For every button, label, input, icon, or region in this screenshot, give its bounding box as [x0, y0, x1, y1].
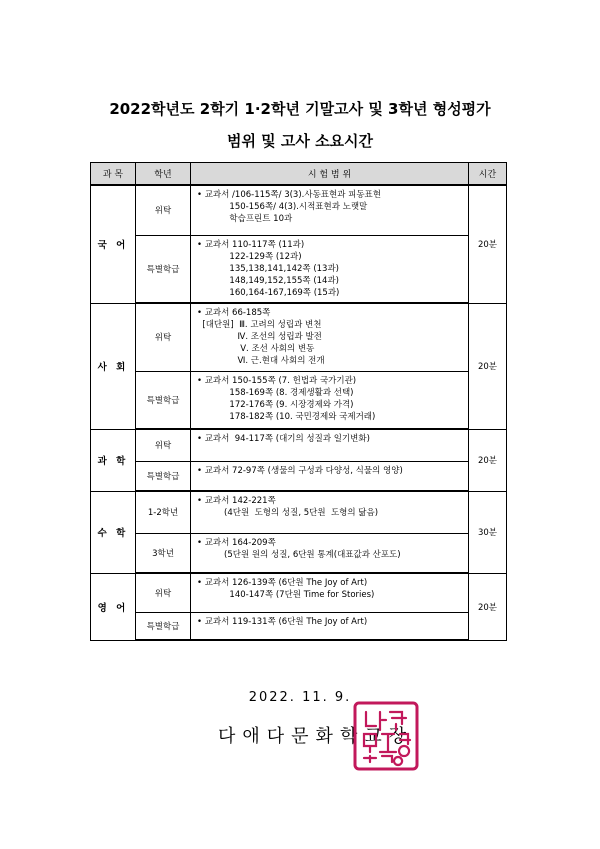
- header-range: 시 험 범 위: [191, 163, 469, 186]
- range-line: 158-169쪽 (8. 경제생활과 선택): [197, 387, 354, 398]
- table-row: [91, 185, 507, 235]
- time-cell: 20분: [469, 185, 507, 303]
- range-line: • 교과서 142-221쪽: [197, 496, 276, 506]
- range-cell: [191, 491, 469, 533]
- header-grade: 학년: [136, 163, 191, 186]
- range-line: • 교과서 /106-115쪽/ 3(3).사동표현과 피동표현: [197, 190, 381, 200]
- grade-cell: 특별학급: [136, 461, 191, 491]
- range-line: Ⅴ. 조선 사회의 변동: [197, 344, 315, 354]
- range-line: 140-147쪽 (7단원 Time for Stories): [197, 590, 375, 600]
- range-cell: [191, 371, 469, 429]
- grade-cell: 위탁: [136, 573, 191, 612]
- school-seal: [352, 700, 420, 772]
- range-line: • 교과서 94-117쪽 (대기의 성질과 일기변화): [197, 434, 370, 444]
- subject-cell: 수 학: [91, 491, 136, 573]
- range-line: 122-129쪽 (12과): [197, 251, 302, 262]
- range-line: • 교과서 110-117쪽 (11과): [197, 239, 305, 250]
- table-row: [91, 612, 507, 640]
- range-line: 172-176쪽 (9. 시장경제와 가격): [197, 399, 354, 410]
- range-line: (4단원 도형의 성질, 5단원 도형의 닮음): [197, 508, 379, 518]
- range-line: • 교과서 72-97쪽 (생물의 구성과 다양성, 식물의 영양): [197, 465, 403, 476]
- range-line: [대단원] Ⅲ. 고려의 성립과 변천: [197, 320, 322, 330]
- range-cell: [191, 612, 469, 640]
- subject-cell: 영 어: [91, 573, 136, 640]
- table-row: [91, 429, 507, 461]
- table-row: [91, 491, 507, 533]
- grade-cell: 위탁: [136, 429, 191, 461]
- grade-cell: 3학년: [136, 533, 191, 573]
- range-line: Ⅳ. 조선의 성립과 발전: [197, 332, 322, 342]
- range-cell: [191, 185, 469, 235]
- subject-cell: 사 회: [91, 303, 136, 429]
- grade-cell: 위탁: [136, 185, 191, 235]
- time-cell: 20분: [469, 303, 507, 429]
- range-cell: [191, 461, 469, 491]
- range-cell: [191, 573, 469, 612]
- grade-cell: 특별학급: [136, 371, 191, 429]
- document-date: 2022. 11. 9.: [248, 690, 352, 705]
- range-cell: [191, 303, 469, 371]
- table-row: [91, 303, 507, 371]
- table-row: [91, 371, 507, 429]
- range-cell: [191, 533, 469, 573]
- range-line: • 교과서 119-131쪽 (6단원 The Joy of Art): [197, 616, 368, 627]
- table-row: [91, 235, 507, 303]
- subject-cell: 과 학: [91, 429, 136, 491]
- time-cell: 20분: [469, 429, 507, 491]
- document-subtitle: 범위 및 고사 소요시간: [226, 132, 374, 150]
- subject-cell: 국 어: [91, 185, 136, 303]
- range-line: 135,138,141,142쪽 (13과): [197, 263, 339, 274]
- time-cell: 30분: [469, 491, 507, 573]
- range-line: • 교과서 164-209쪽: [197, 537, 276, 548]
- range-line: 148,149,152,155쪽 (14과): [197, 275, 339, 286]
- range-line: • 교과서 150-155쪽 (7. 헌법과 국가기관): [197, 375, 357, 386]
- range-line: • 교과서 126-139쪽 (6단원 The Joy of Art): [197, 578, 368, 588]
- grade-cell: 특별학급: [136, 235, 191, 303]
- time-cell: 20분: [469, 573, 507, 640]
- grade-cell: 위탁: [136, 303, 191, 371]
- table-row: [91, 533, 507, 573]
- exam-range-table: [90, 162, 507, 641]
- range-line: 150-156쪽/ 4(3).시적표현과 노랫말: [197, 202, 368, 212]
- range-line: 학습프린트 10과: [197, 214, 293, 224]
- range-line: (5단원 원의 성질, 6단원 통계(대표값과 산포도): [197, 549, 401, 560]
- document-title: 2022학년도 2학기 1·2학년 기말고사 및 3학년 형성평가: [109, 100, 491, 118]
- table-row: [91, 461, 507, 491]
- table-header-row: [91, 163, 507, 186]
- header-subject: 과 목: [91, 163, 136, 186]
- header-time: 시간: [469, 163, 507, 186]
- table-row: [91, 573, 507, 612]
- range-line: 160,164-167,169쪽 (15과): [197, 287, 340, 298]
- range-line: Ⅵ. 근.현대 사회의 전개: [197, 356, 325, 366]
- principal-signature: 다애다문화학교장: [218, 726, 414, 747]
- range-line: • 교과서 66-185쪽: [197, 308, 271, 318]
- range-cell: [191, 429, 469, 461]
- grade-cell: 1-2학년: [136, 491, 191, 533]
- range-cell: [191, 235, 469, 303]
- range-line: 178-182쪽 (10. 국민경제와 국제거래): [197, 411, 376, 422]
- grade-cell: 특별학급: [136, 612, 191, 640]
